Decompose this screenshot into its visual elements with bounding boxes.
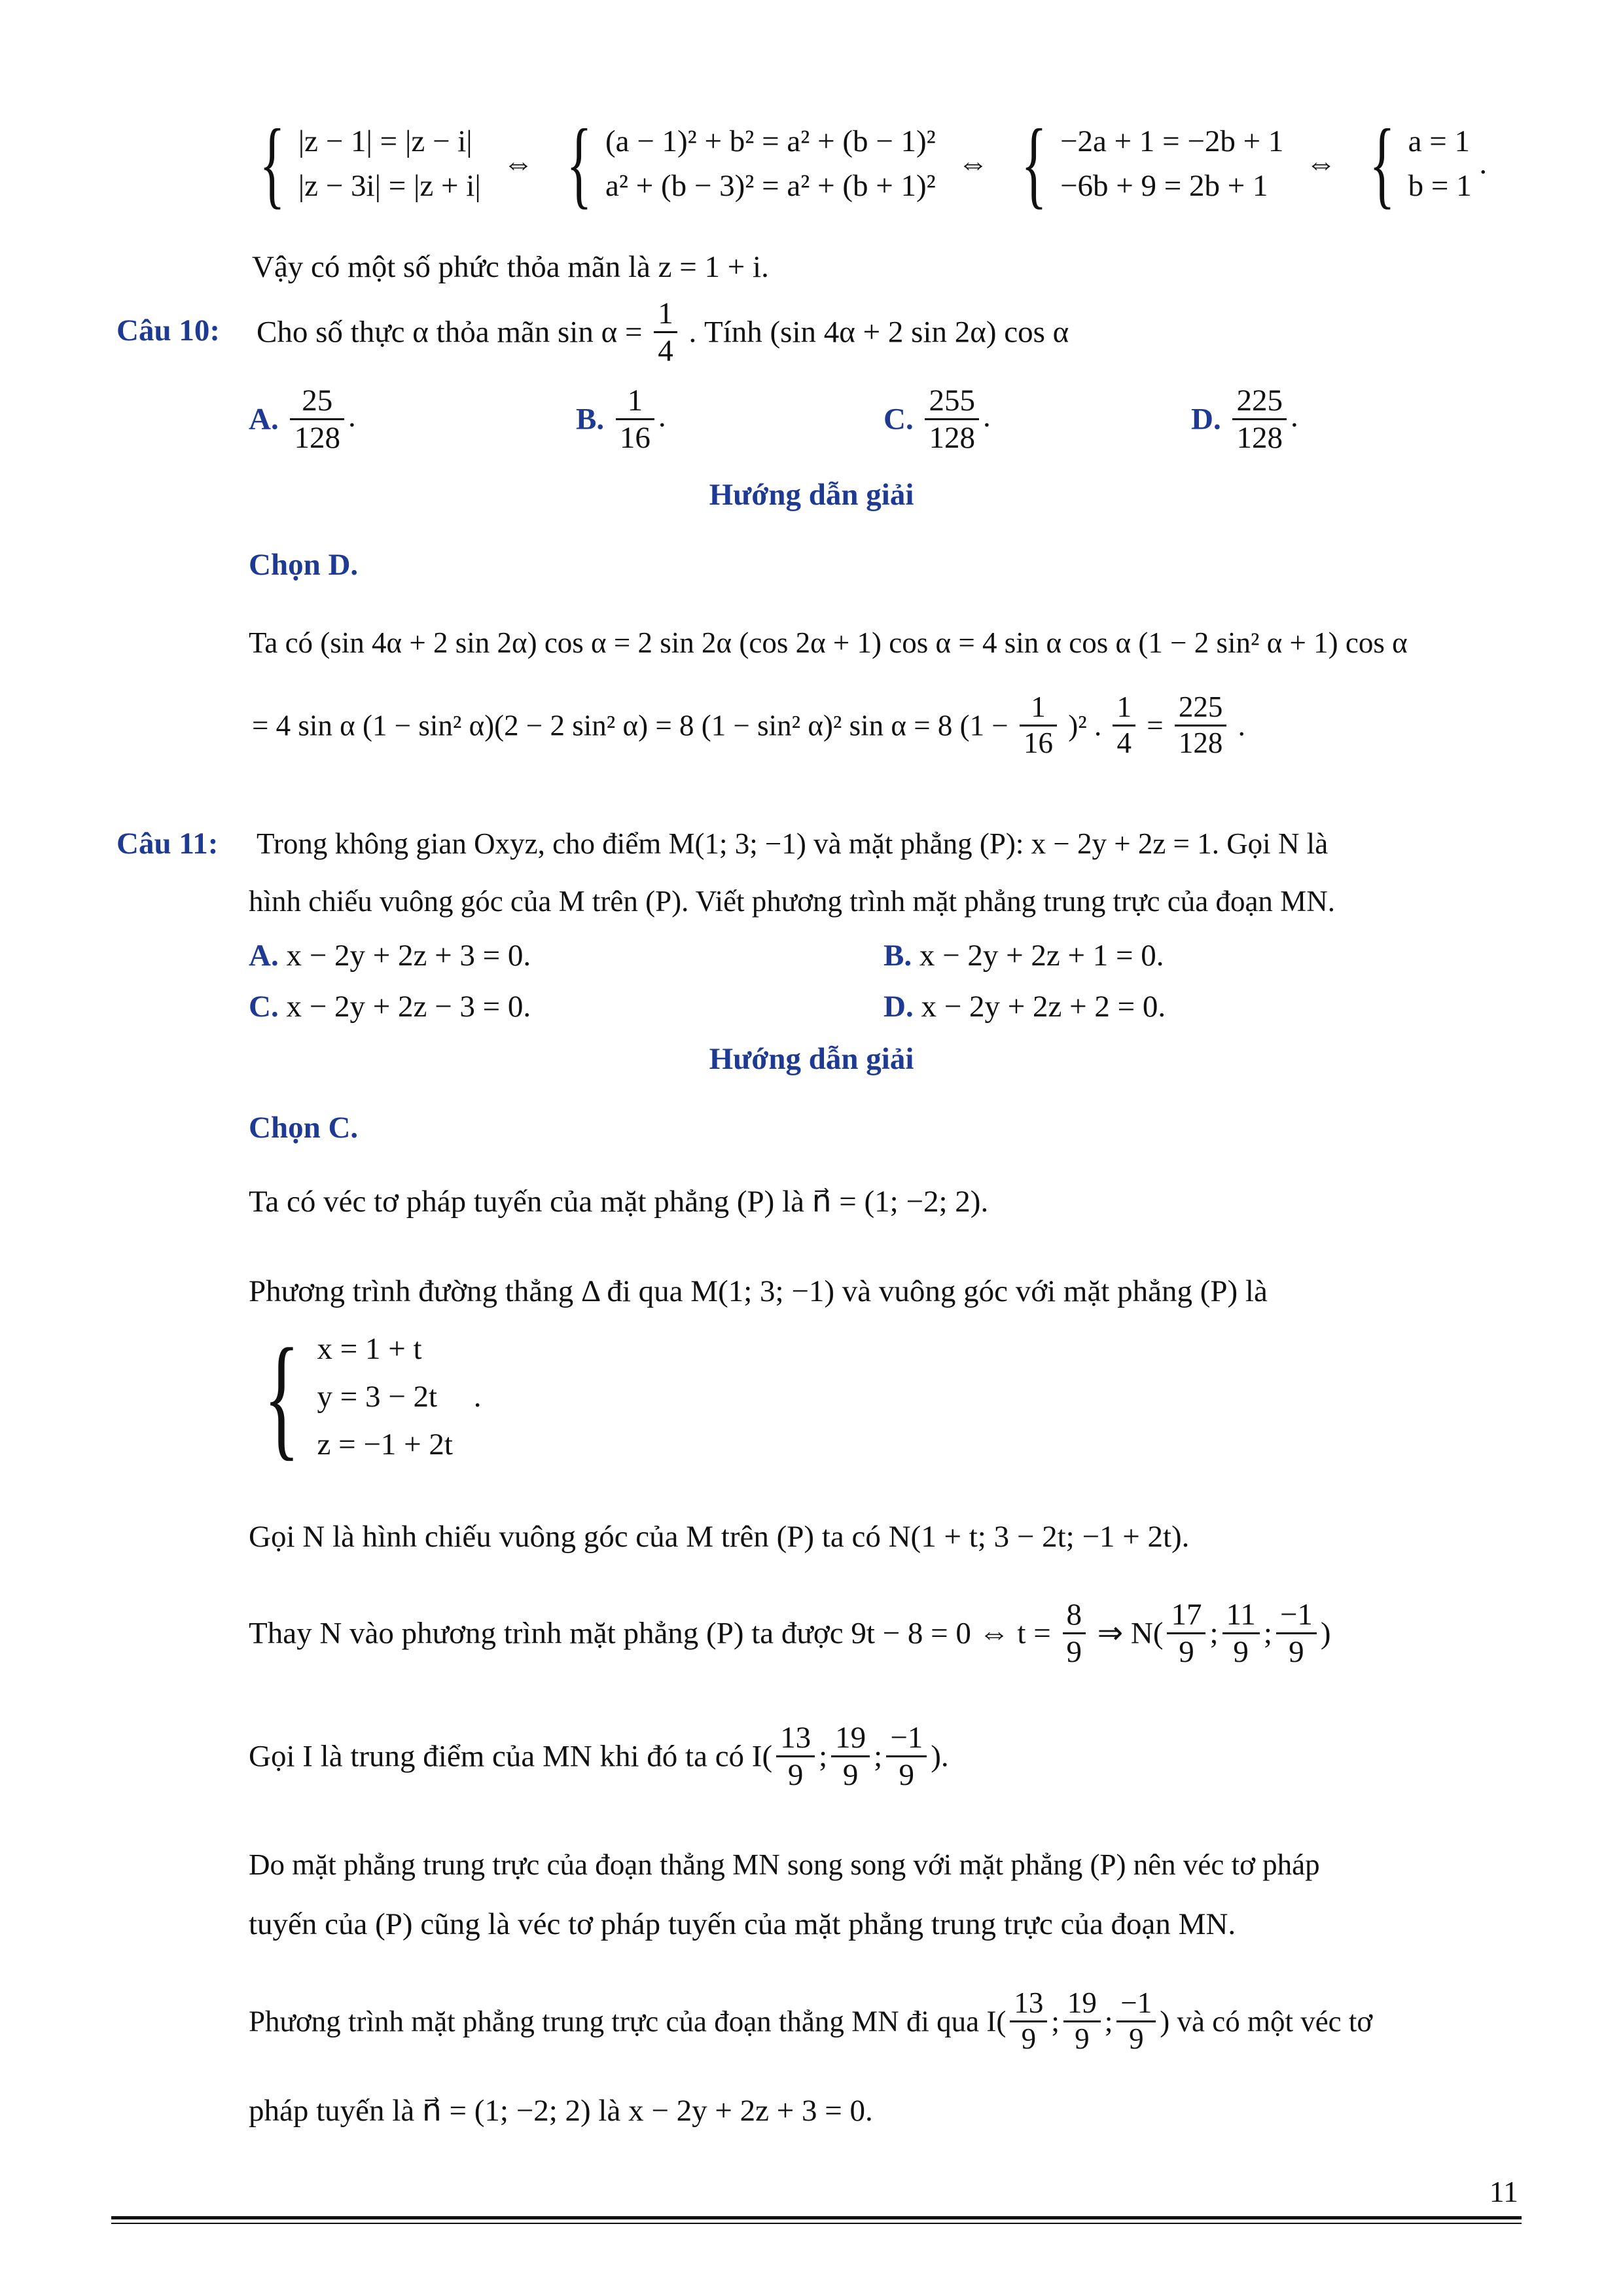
solution-11-line-9: pháp tuyến là n⃗ = (1; −2; 2) là x − 2y + 2z + 3 = 0. — [249, 2094, 873, 2128]
question-10-text: Cho số thực α thỏa mãn sin α = $\frac{1}{4}$ . Tính (sin 4α + 2 sin 2α) cos α — [257, 296, 1069, 368]
option-c[interactable]: C. x − 2y + 2z − 3 = 0. — [249, 990, 531, 1024]
solution-11-line-8: Phương trình mặt phẳng trung trực của đoạn thẳng MN đi qua I( $\frac{13}{9}$ ; $\frac{19}{9}$ ; $\frac{-1}{9}$ ) và có một véc tơ — [249, 1986, 1373, 2055]
solution-11-line-1: Ta có véc tơ pháp tuyến của mặt phẳng (P) là n⃗ = (1; −2; 2). — [249, 1185, 989, 1219]
left-brace: { — [1369, 109, 1395, 218]
solution-11-line-6: Do mặt phẳng trung trực của đoạn thẳng MN song song với mặt phẳng (P) nên véc tơ pháp — [249, 1848, 1320, 1881]
page-number: 11 — [1489, 2175, 1518, 2208]
solution-11-line-3: Gọi N là hình chiếu vuông góc của M trên (P) ta có N(1 + t; 3 − 2t; −1 + 2t). — [249, 1520, 1190, 1554]
option-a[interactable]: A. $\frac{25}{128}$ . — [249, 384, 356, 456]
left-brace: { — [263, 1321, 300, 1473]
left-brace: { — [259, 109, 285, 218]
system-3: −2a + 1 = −2b + 1 −6b + 9 = 2b + 1 — [1060, 124, 1284, 203]
solution-11-line-5: Gọi I là trung điểm của MN khi đó ta có I( $\frac{13}{9}$ ; $\frac{19}{9}$ ; $\frac{-1}{9}$ ). — [249, 1721, 949, 1793]
question-10-label: Câu 10: — [116, 314, 220, 348]
system-1: |z − 1| = |z − i| |z − 3i| = |z + i| — [298, 124, 481, 203]
fraction: $\frac{19}{9}$ — [1063, 1986, 1101, 2056]
fraction: $\frac{-1}{9}$ — [1276, 1597, 1317, 1670]
fraction: $\frac{255}{128}$ — [925, 383, 979, 456]
solution-11-line-2: Phương trình đường thẳng Δ đi qua M(1; 3; −1) và vuông góc với mặt phẳng (P) là — [249, 1274, 1268, 1308]
fraction: $\frac{1}{16}$ — [616, 383, 654, 456]
question-11-line-1: Trong không gian Oxyz, cho điểm M(1; 3; −1) và mặt phẳng (P): x − 2y + 2z = 1. Gọi N là — [257, 827, 1329, 860]
footer-divider — [111, 2216, 1522, 2219]
fraction: $\frac{225}{128}$ — [1175, 691, 1227, 761]
option-c[interactable]: C. $\frac{255}{128}$ . — [883, 384, 991, 456]
fraction: $\frac{11}{9}$ — [1222, 1597, 1260, 1670]
option-b[interactable]: B. $\frac{1}{16}$ . — [576, 384, 666, 456]
fraction: $\frac{13}{9}$ — [776, 1720, 815, 1793]
fraction: $\frac{1}{4}$ — [1113, 691, 1135, 761]
question-11-label: Câu 11: — [116, 827, 219, 861]
solution-11-line-7: tuyến của (P) cũng là véc tơ pháp tuyến của mặt phẳng trung trực của đoạn MN. — [249, 1907, 1236, 1941]
guide-heading-11: Hướng dẫn giải — [709, 1042, 914, 1076]
option-b[interactable]: B. x − 2y + 2z + 1 = 0. — [883, 939, 1164, 973]
system-2: (a − 1)² + b² = a² + (b − 1)² a² + (b − 3)² = a² + (b + 1)² — [605, 124, 936, 203]
option-d[interactable]: D. x − 2y + 2z + 2 = 0. — [883, 990, 1166, 1024]
question-11-line-2: hình chiếu vuông góc của M trên (P). Viết phương trình mặt phẳng trung trực của đoạn MN. — [249, 885, 1335, 918]
fraction: $\frac{-1}{9}$ — [1116, 1986, 1156, 2056]
option-d[interactable]: D. $\frac{225}{128}$ . — [1191, 384, 1298, 456]
answer-choice-11: Chọn C. — [249, 1111, 359, 1145]
fraction: $\frac{1}{4}$ — [654, 296, 677, 368]
fraction: $\frac{25}{128}$ — [290, 383, 344, 456]
fraction: $\frac{17}{9}$ — [1167, 1597, 1205, 1670]
left-brace: { — [1021, 109, 1048, 218]
guide-heading-10: Hướng dẫn giải — [709, 478, 914, 512]
fraction: $\frac{-1}{9}$ — [886, 1720, 927, 1793]
solution-10-line-2: = 4 sin α (1 − sin² α)(2 − 2 sin² α) = 8 (1 − sin² α)² sin α = 8 (1 − $\frac{1}{16}$ )² . $\frac{1}{4}$ = $\frac{225}{128}$ . — [252, 691, 1245, 759]
option-a[interactable]: A. x − 2y + 2z + 3 = 0. — [249, 939, 531, 973]
fraction: $\frac{19}{9}$ — [831, 1720, 870, 1793]
solution-11-line-4: Thay N vào phương trình mặt phẳng (P) ta được 9t − 8 = 0 ⇔ t = $\frac{8}{9}$ ⇒ N( $\frac{17}{9}$ ; $\frac{11}{9}$ ; $\frac{-1}{9}$ ) — [249, 1598, 1331, 1670]
footer-divider-thin — [111, 2223, 1522, 2224]
fraction: $\frac{13}{9}$ — [1010, 1986, 1047, 2056]
fraction: $\frac{225}{128}$ — [1232, 383, 1287, 456]
equation-system-row: { |z − 1| = |z − i| |z − 3i| = |z + i| ⇔ { (a − 1)² + b² = a² + (b − 1)² a² + (b − 3)² = a² + (b + 1)² ⇔ { −2a + 1 = −2b + 1 −6b + 9 = 2b + 1 ⇔ { a = 1 b = 1 . — [259, 109, 1488, 218]
solution-10-line-1: Ta có (sin 4α + 2 sin 2α) cos α = 2 sin 2α (cos 2α + 1) cos α = 4 sin α cos α (1 − 2 sin² α + 1) cos α — [249, 626, 1408, 659]
conclusion-text: Vậy có một số phức thỏa mãn là z = 1 + i. — [252, 250, 769, 284]
fraction: $\frac{1}{16}$ — [1020, 691, 1057, 761]
system-4: a = 1 b = 1 — [1408, 124, 1472, 203]
left-brace: { — [566, 109, 593, 218]
fraction: $\frac{8}{9}$ — [1063, 1597, 1086, 1670]
parametric-system: { x = 1 + t y = 3 − 2t z = −1 + 2t . — [263, 1321, 482, 1473]
answer-choice-10: Chọn D. — [249, 548, 359, 582]
